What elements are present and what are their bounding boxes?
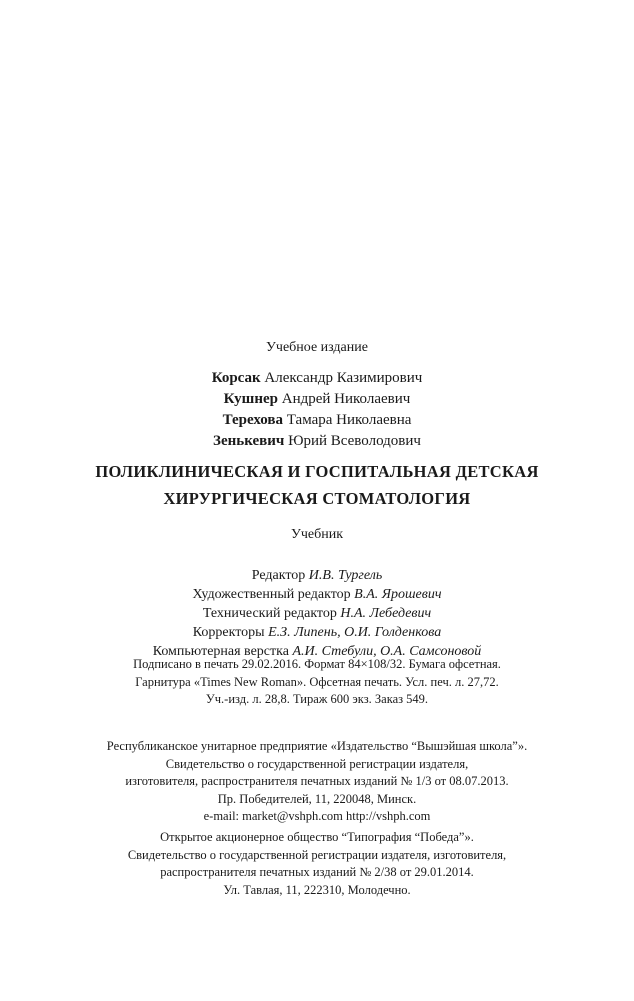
author-list	[0, 368, 634, 452]
edition-type: Учебное издание	[266, 340, 368, 355]
credit-role: Технический редактор	[202, 606, 337, 621]
publisher-line: Республиканское унитарное предприятие «Издательство “Вышэйшая школа”».	[106, 739, 528, 753]
author-line	[0, 431, 634, 452]
printer-info	[0, 829, 634, 899]
credit-line	[0, 623, 634, 642]
printer-line: распространителя печатных изданий № 2/38 от 29.01.2014.	[160, 865, 474, 879]
author-name: Александр Казимирович	[264, 370, 423, 386]
book-type: Учебник	[290, 527, 344, 542]
imprint-line: Уч.-изд. л. 28,8. Тираж 600 экз. Заказ 549.	[205, 692, 429, 706]
publisher-line: Пр. Победителей, 11, 220048, Минск.	[217, 791, 417, 806]
imprint-line: Подписано в печать 29.02.2016. Формат 84×108/32. Бумага офсетная.	[133, 657, 501, 671]
author-name: Андрей Николаевич	[281, 391, 411, 407]
author-line	[0, 389, 634, 410]
credit-person: А.И. Стебули, О.А. Самсоновой	[292, 644, 482, 659]
publisher-contacts: e-mail: market@vshph.com http://vshph.com	[203, 809, 431, 823]
publisher-info	[0, 738, 634, 826]
book-title-line-1: ПОЛИКЛИНИЧЕСКАЯ И ГОСПИТАЛЬНАЯ ДЕТСКАЯ	[95, 462, 539, 481]
credit-person: В.А. Ярошевич	[354, 587, 442, 602]
author-surname: Зенькевич	[213, 433, 285, 449]
credit-person: Е.З. Липень, О.И. Голденкова	[268, 625, 442, 640]
credit-person: И.В. Тургель	[308, 568, 383, 583]
author-surname: Кушнер	[223, 391, 278, 407]
author-name: Юрий Всеволодович	[288, 433, 421, 449]
book-title	[10, 458, 625, 512]
credit-line	[0, 604, 634, 623]
publisher-line: изготовителя, распространителя печатных изданий № 1/3 от 08.07.2013.	[125, 774, 509, 788]
printer-line: Свидетельство о государственной регистрации издателя, изготовителя,	[127, 847, 507, 862]
author-surname: Терехова	[222, 412, 284, 428]
credit-person: Н.А. Лебедевич	[340, 606, 432, 621]
credit-role: Корректоры	[192, 625, 265, 640]
publisher-line: Свидетельство о государственной регистрации издателя,	[165, 756, 469, 771]
credits	[0, 566, 634, 661]
author-line	[0, 410, 634, 431]
imprint-info	[0, 656, 634, 709]
printer-line: Открытое акционерное общество “Типография “Победа”».	[160, 830, 474, 844]
credit-role: Художественный редактор	[192, 587, 351, 602]
author-surname: Корсак	[211, 370, 261, 386]
credit-role: Компьютерная верстка	[152, 644, 289, 659]
credit-line	[0, 585, 634, 604]
printer-line: Ул. Тавлая, 11, 222310, Молодечно.	[223, 882, 411, 897]
author-line	[0, 368, 634, 389]
credit-line	[0, 566, 634, 585]
book-title-line-2: ХИРУРГИЧЕСКАЯ СТОМАТОЛОГИЯ	[163, 489, 471, 508]
imprint-line: Гарнитура «Times New Roman». Офсетная печать. Усл. печ. л. 27,72.	[135, 674, 499, 689]
credit-role: Редактор	[251, 568, 306, 583]
author-name: Тамара Николаевна	[286, 412, 412, 428]
